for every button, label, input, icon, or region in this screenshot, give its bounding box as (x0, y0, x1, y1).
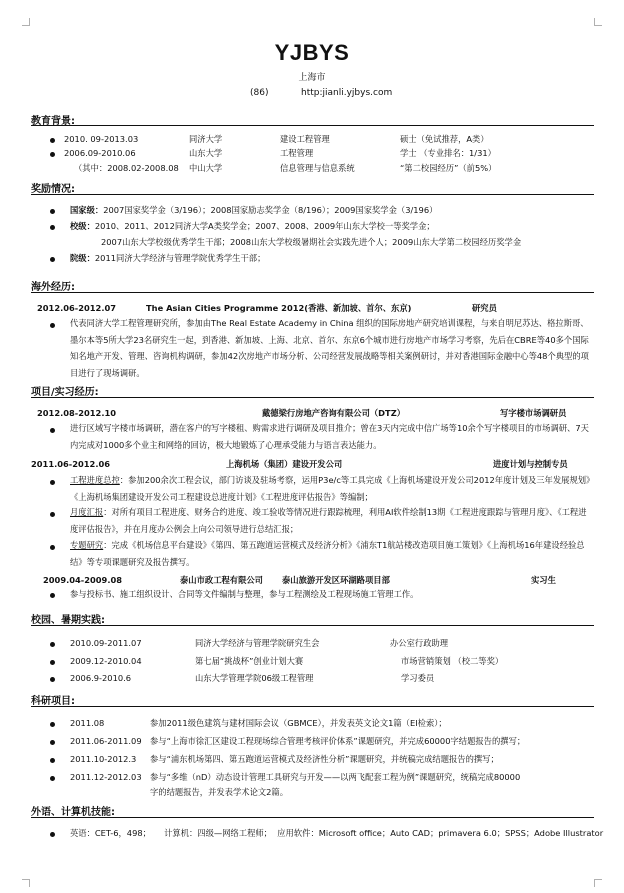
bullet (50, 642, 55, 647)
edu-date: 2006.09-2010.06 (64, 148, 136, 158)
project-description: 参与投标书、施工组织设计、合同等文件编制与整理，参与工程测绘及工程现场施工管理工作。 (70, 589, 419, 599)
project-role: 进度计划与控制专员 (493, 459, 568, 469)
section-divider (31, 125, 594, 126)
section-divider (31, 817, 594, 818)
bullet (50, 593, 55, 598)
project-org-department: 泰山旅游开发区环湖路项目部 (282, 575, 390, 585)
award-text: 2011同济大学经济与管理学院优秀学生干部； (94, 253, 266, 263)
bullet (50, 758, 55, 763)
research-date: 2011.06-2011.09 (70, 736, 142, 746)
research-text: 字的结题报告，并发表学术论文2篇。 (150, 787, 289, 797)
project-item-label: 专题研究 (70, 540, 104, 550)
section-divider (31, 706, 594, 707)
project-date: 2011.06-2012.06 (31, 459, 111, 469)
bullet (50, 257, 55, 262)
bullet (50, 545, 55, 550)
project-item-text: ：参加200余次工程会议，部门访谈及驻场考察，运用P3e/c等工具完成《上海机场建设开发公司2012年度计划及三年发展规划》《上海机场集团建设开发公司工程建设总进度计划》《工程进度评估报告》等编制； (70, 475, 591, 502)
award-text: 2010、2011、2012同济大学A类奖学金；2007、2008、2009年山东大学校一等奖学金； (94, 221, 435, 231)
edu-school: 同济大学 (189, 134, 223, 144)
edu-major: 信息管理与信息系统 (280, 163, 355, 173)
bullet (50, 832, 55, 837)
crop-mark (594, 879, 602, 887)
campus-org: 第七届“挑战杯”创业计划大赛 (195, 656, 304, 666)
section-title-education: 教育背景: (31, 116, 75, 127)
edu-major: 建设工程管理 (280, 134, 330, 144)
campus-role: 学习委员 (401, 673, 435, 683)
research-date: 2011.10-2012.3 (70, 754, 137, 764)
crop-mark (22, 879, 30, 887)
edu-school: 山东大学 (189, 148, 223, 158)
award-text: 2007国家奖学金（3/196）；2008国家励志奖学金（8/196）；2009国家奖学金（3/196） (103, 205, 438, 215)
website-link[interactable]: http:jianli.yjbys.com (301, 88, 393, 98)
award-level-label: 院级： (70, 253, 95, 263)
bullet (50, 776, 55, 781)
campus-org: 山东大学管理学院06级工程管理 (195, 673, 314, 683)
section-title-skills: 外语、计算机技能: (31, 807, 115, 818)
research-text: 参与“多维（nD）动态设计管理工具研究与开发——以两飞配套工程为例”课题研究，统稿完成80000 (150, 772, 521, 782)
project-item-text: ：对所有项目工程进度、财务合约进度、竣工验收等情况进行跟踪梳理，利用AI软件绘制13期《工程进度跟踪与管理月度》、《工程进度评估报告》，并在月度办公例会上向公司领导进行总结汇报； (70, 507, 587, 534)
edu-major: 工程管理 (280, 148, 314, 158)
overseas-date: 2012.06-2012.07 (37, 303, 117, 313)
campus-role: 市场营销策划 （校二等奖） (401, 656, 504, 666)
project-org: 戴德梁行房地产咨询有限公司（DTZ） (262, 408, 406, 418)
campus-role: 办公室行政助理 (390, 638, 449, 648)
overseas-description: 代表同济大学工程管理研究所，参加由The Real Estate Academy in China 组织的国际房地产研究培训课程，与来自明尼苏达、格拉斯哥、墨尔本等5所大学23名研究生一起，到香港、新加坡、上海、北京、首尔、东京6个城市进行房地产市场学习考察，先后在CBRE等40多个国际知名地产开发、管理、咨询机构调研，参加42次房地产市场分析、公司经营发展战略等相关案例研讨，并对香港国际金融中心等48个典型的项目进行了现场调研。 (70, 318, 589, 378)
section-title-awards: 奖励情况: (31, 184, 75, 195)
bullet (50, 323, 55, 328)
edu-degree: “第二校园经历”（前5%） (400, 163, 497, 173)
section-divider (31, 194, 594, 195)
research-text: 参与“上海市徐汇区建设工程现场综合管理考核评价体系”课题研究，并完成60000字结题报告的撰写； (150, 736, 526, 746)
bullet (50, 480, 55, 485)
project-org: 泰山市政工程有限公司 (180, 575, 263, 585)
section-title-research: 科研项目: (31, 696, 75, 707)
bullet (50, 209, 55, 214)
crop-mark (594, 18, 602, 26)
bullet (50, 660, 55, 665)
bullet (50, 428, 55, 433)
bullet (50, 740, 55, 745)
project-role: 实习生 (531, 575, 556, 585)
edu-date: （其中：2008.02-2008.08 (74, 163, 179, 173)
award-text: 2007山东大学校级优秀学生干部；2008山东大学校级暑期社会实践先进个人；2009山东大学第二校园经历奖学金 (101, 237, 522, 247)
phone: (86) (250, 88, 269, 98)
project-org: 上海机场（集团）建设开发公司 (226, 459, 343, 469)
section-divider (31, 625, 594, 626)
bullet (50, 152, 55, 157)
campus-date: 2010.09-2011.07 (70, 638, 142, 648)
project-description: 进行区域写字楼市场调研，潜在客户的写字楼租、购需求进行调研及项目推介；曾在3天内完成中信广场等10余个写字楼项目的市场调研、7天内完成对1000多个业主和网络的回访，极大地锻炼了心理承受能力与语言表达能力。 (70, 423, 589, 450)
campus-date: 2009.12-2010.04 (70, 656, 142, 666)
overseas-org: The Asian Cities Programme 2012 (146, 303, 305, 313)
candidate-name: YJBYS (274, 40, 350, 65)
crop-mark (22, 18, 30, 26)
section-title-campus: 校园、暑期实践: (31, 615, 105, 626)
award-level-label: 国家级： (70, 205, 104, 215)
edu-degree: 学士 （专业排名：1/31） (400, 148, 496, 158)
project-item-label: 工程进度总控 (70, 475, 120, 485)
overseas-role: 研究员 (472, 303, 497, 313)
bullet (50, 677, 55, 682)
bullet (50, 138, 55, 143)
overseas-cities: (香港、新加坡、首尔、东京) (304, 303, 412, 313)
research-date: 2011.12-2012.03 (70, 772, 142, 782)
project-role: 写字楼市场调研员 (500, 408, 567, 418)
project-item-text: ：完成《机场信息平台建设》《第四、第五跑道运营模式及经济分析》《浦东T1航站楼改造项目施工策划》《上海机场16年建设经验总结》等专项课题研究及报告撰写。 (70, 540, 585, 567)
bullet (50, 722, 55, 727)
bullet (50, 512, 55, 517)
section-divider (31, 292, 594, 293)
award-level-label: 校级： (70, 221, 95, 231)
bullet (50, 225, 55, 230)
section-title-overseas: 海外经历: (31, 282, 75, 293)
skills-text: 英语：CET-6，498； 计算机：四级—网络工程师； 应用软件：Microsoft office；Auto CAD；primavera 6.0；SPSS；Adobe Illustrator (70, 828, 604, 838)
section-divider (31, 397, 594, 398)
section-title-projects: 项目/实习经历: (31, 387, 99, 398)
project-item-label: 月度汇报 (70, 507, 104, 517)
project-date: 2009.04-2009.08 (43, 575, 123, 585)
research-date: 2011.08 (70, 718, 105, 728)
edu-degree: 硕士（免试推荐，A类） (400, 134, 489, 144)
project-date: 2012.08-2012.10 (37, 408, 117, 418)
campus-date: 2006.9-2010.6 (70, 673, 132, 683)
research-text: 参加2011级色建筑与建材国际会议（GBMCE），并发表英文论文1篇（EI检索）； (150, 718, 447, 728)
campus-org: 同济大学经济与管理学院研究生会 (195, 638, 320, 648)
edu-date: 2010. 09-2013.03 (64, 134, 139, 144)
research-text: 参与“浦东机场第四、第五跑道运营模式及经济性分析”课题研究，并统稿完成结题报告的撰写； (150, 754, 499, 764)
edu-school: 中山大学 (189, 163, 223, 173)
candidate-city: 上海市 (298, 73, 326, 83)
